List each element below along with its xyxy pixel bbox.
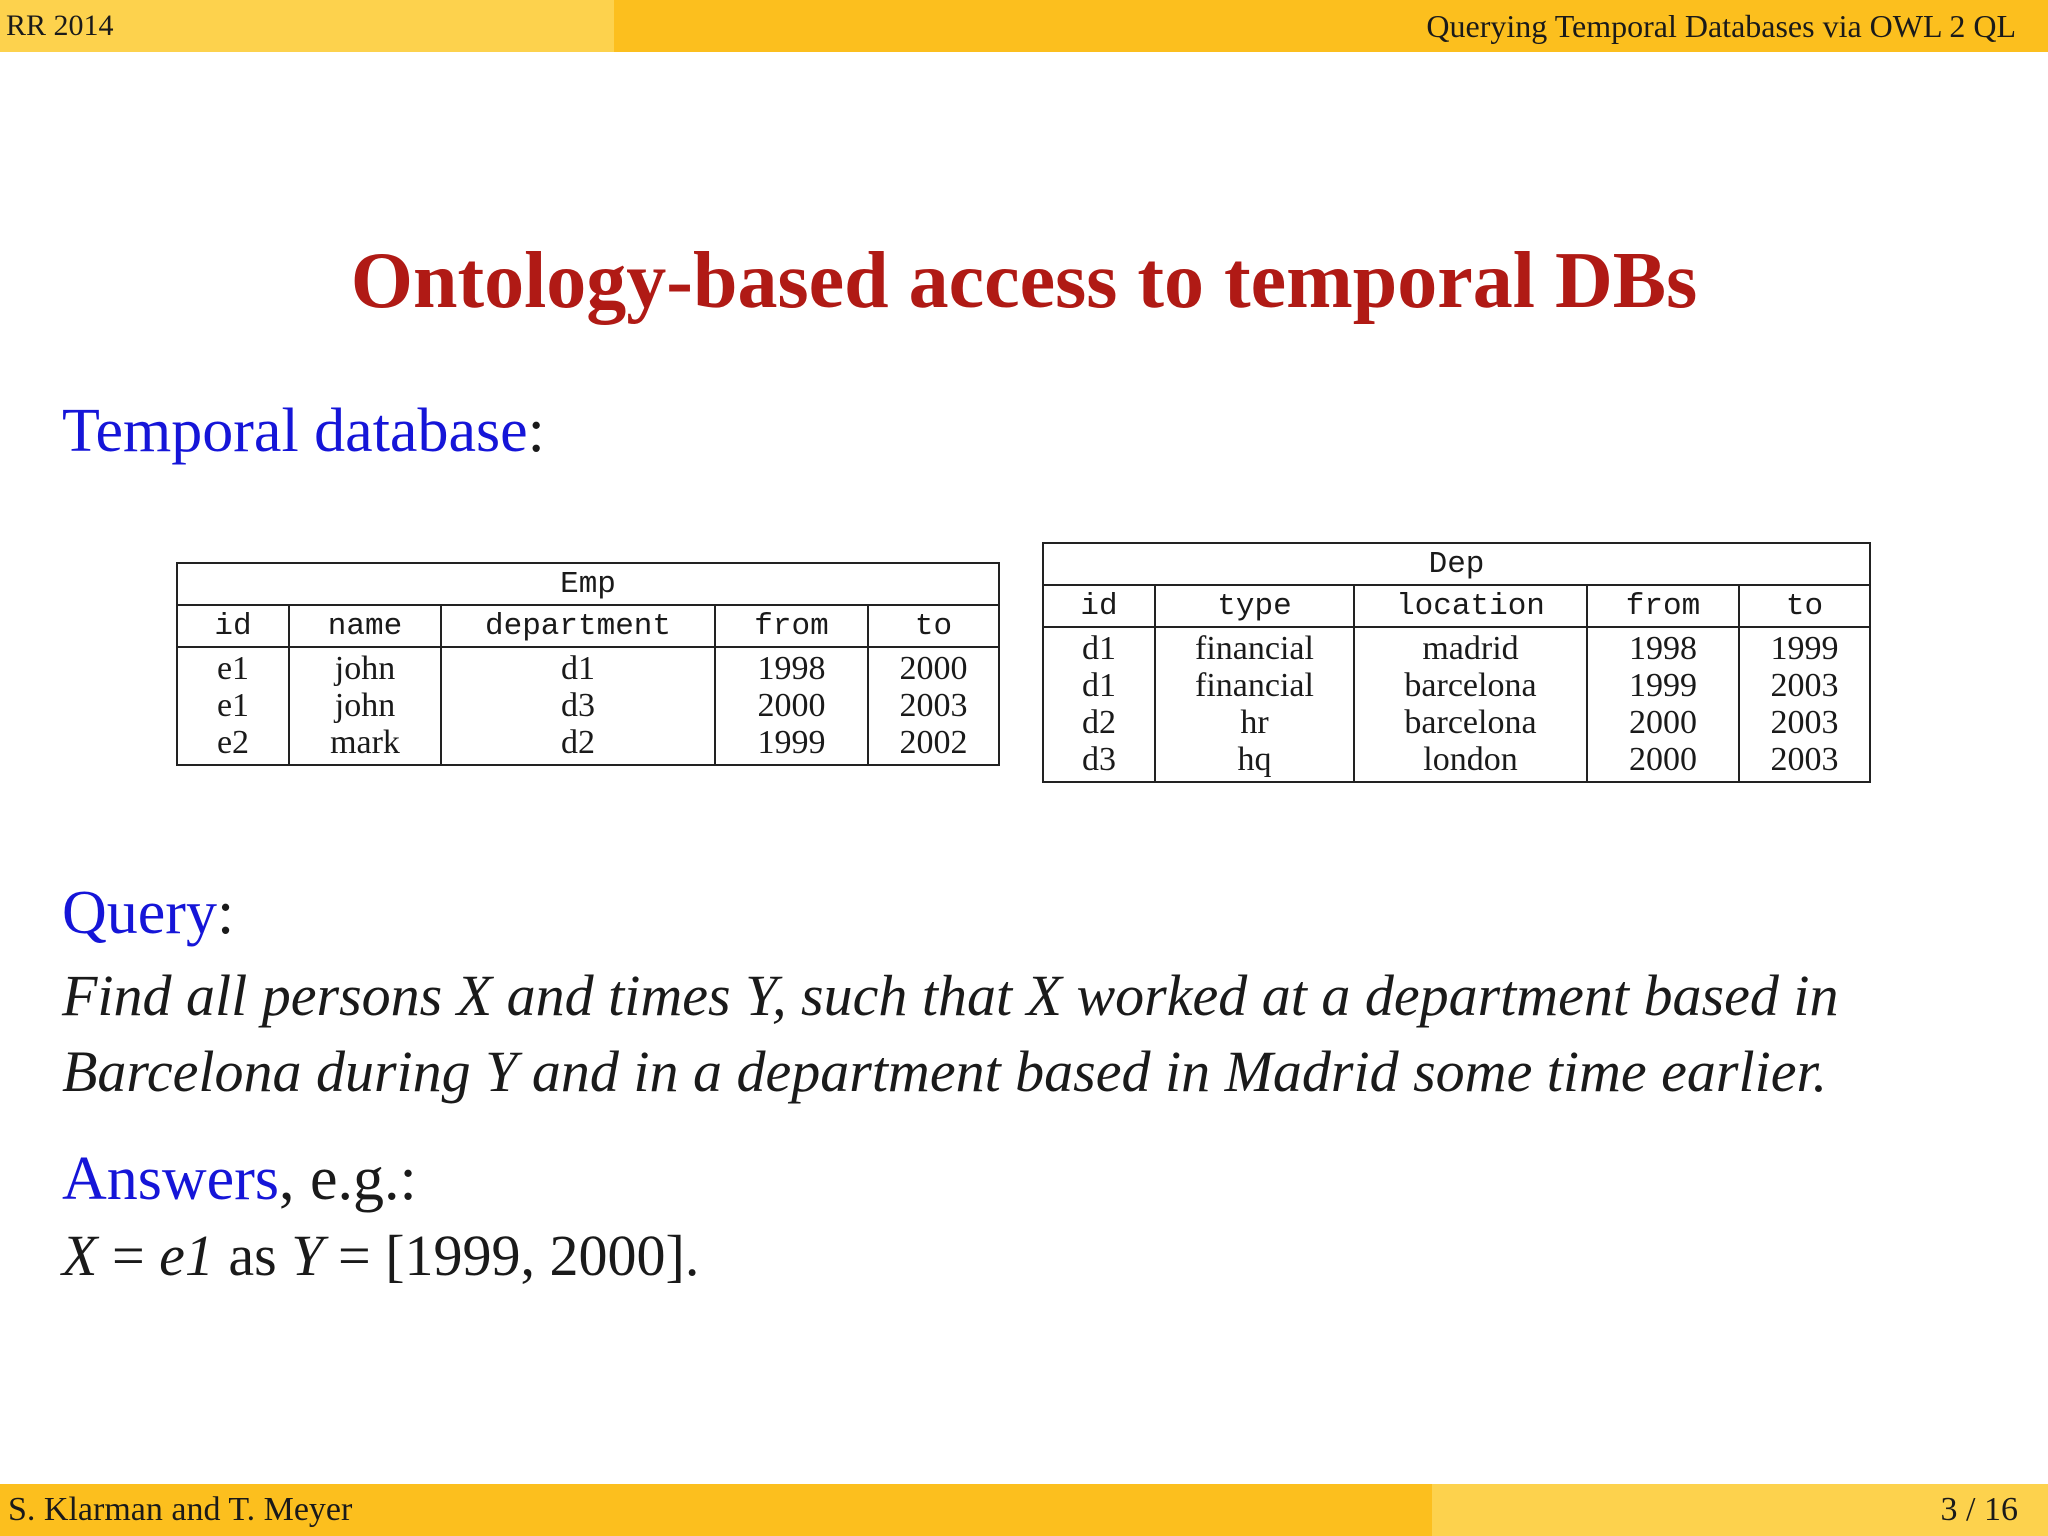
table-cell: 1998 [1587,627,1739,667]
table-cell: barcelona [1354,667,1587,704]
table-cell: 1998 [715,647,868,687]
answers-label: Answers [62,1145,279,1213]
query-line-1: Find all persons X and times Y, such that X worked at a department based in [62,963,1839,1028]
emp-col-header: id [177,605,289,647]
table-cell: d1 [441,647,715,687]
dep-col-header: to [1739,585,1870,627]
table-cell: d2 [441,724,715,765]
table-cell: 1999 [1770,630,1839,667]
answer-interval: [1999, 2000]. [385,1223,700,1288]
temporal-database-heading [62,396,545,467]
table-cell: e1 [177,647,289,687]
table-cell: financial [1155,627,1354,667]
table-cell: john [289,687,441,724]
temporal-database-colon: : [527,397,545,465]
table-cell: 2000 [1587,704,1739,741]
emp-col-header: to [868,605,999,647]
table-row [1043,627,1870,667]
emp-table-name: Emp [177,563,999,605]
answer-example [62,1222,699,1289]
answers-heading [62,1144,417,1215]
table-cell: john [289,647,441,687]
table-cell: d1 [1043,667,1155,704]
query-colon: : [216,879,235,947]
footer-bar [0,1484,2048,1536]
header-talk-title: Querying Temporal Databases via OWL 2 QL [614,0,2048,52]
table-cell: d2 [1043,704,1155,741]
dep-col-header: id [1043,585,1155,627]
table-row [1043,667,1870,704]
table-cell: financial [1155,667,1354,704]
dep-table [1042,542,1871,783]
table-row [177,647,999,687]
table-cell: 2002 [899,724,968,761]
table-row [177,724,999,765]
answer-as-word: as [213,1223,292,1288]
table-cell: d1 [1043,627,1155,667]
table-cell: london [1354,741,1587,782]
footer-page-number: 3 / 16 [1432,1484,2048,1536]
answer-x-value: e1 [159,1223,214,1288]
table-cell: 2003 [1770,667,1839,704]
query-label: Query [62,879,217,947]
table-row [177,687,999,724]
table-row [1043,704,1870,741]
table-cell: e2 [177,724,289,765]
dep-col-header: location [1354,585,1587,627]
emp-col-header: from [715,605,868,647]
table-cell: hr [1155,704,1354,741]
slide-title: Ontology-based access to temporal DBs [350,237,1698,325]
emp-col-header: name [289,605,441,647]
footer-authors: S. Klarman and T. Meyer [0,1484,1432,1536]
table-cell: d3 [441,687,715,724]
table-cell: 2000 [1587,741,1739,782]
table-cell: d3 [1043,741,1155,782]
query-heading [62,878,234,949]
table-cell: e1 [177,687,289,724]
table-cell: barcelona [1354,704,1587,741]
table-cell: hq [1155,741,1354,782]
header-bar [0,0,2048,52]
table-cell: mark [289,724,441,765]
table-cell: 2000 [715,687,868,724]
table-cell: madrid [1354,627,1587,667]
answer-y-variable: Y [291,1223,324,1288]
dep-col-header: type [1155,585,1354,627]
answers-suffix: , e.g.: [278,1145,417,1213]
emp-col-header: department [441,605,715,647]
table-cell: 2003 [1770,741,1839,778]
dep-table-name: Dep [1043,543,1870,585]
query-line-2: Barcelona during Y and in a department based in Madrid some time earlier. [62,1039,1828,1104]
table-cell: 2000 [899,650,968,687]
temporal-database-label: Temporal database [62,397,528,465]
answer-equals: = [97,1223,160,1288]
dep-col-header: from [1587,585,1739,627]
table-cell: 1999 [1587,667,1739,704]
answer-equals: = [323,1223,386,1288]
table-cell: 2003 [1770,704,1839,741]
emp-table [176,562,1000,766]
table-row [1043,741,1870,782]
table-cell: 1999 [715,724,868,765]
header-conference: RR 2014 [0,0,614,52]
answer-x-variable: X [62,1223,98,1288]
table-cell: 2003 [899,687,968,724]
query-text [62,958,2022,1110]
